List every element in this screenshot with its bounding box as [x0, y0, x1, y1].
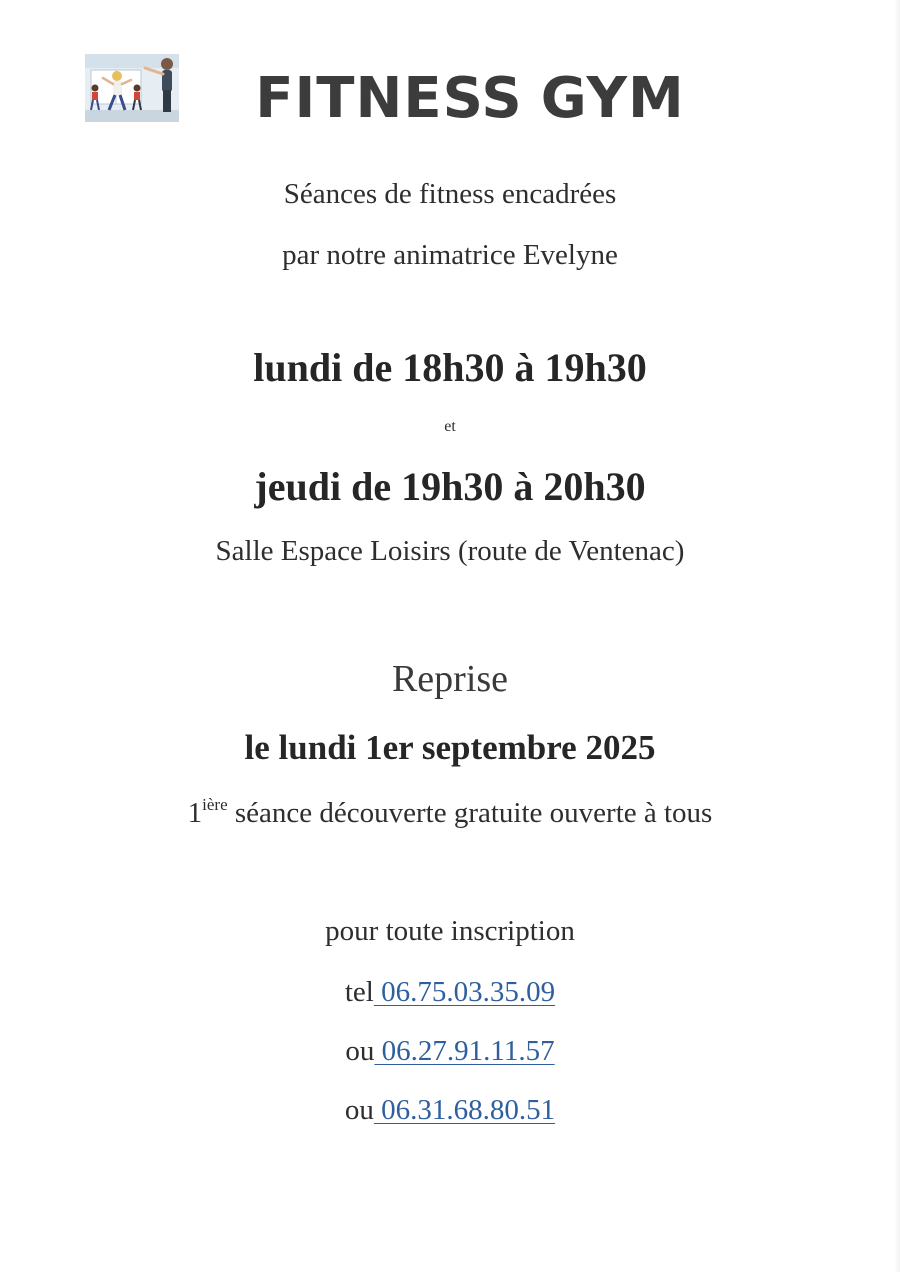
phone-prefix: tel [344, 976, 374, 1008]
title-word-gym: GYM [540, 66, 685, 131]
schedule-connector: et [444, 418, 456, 435]
phone-link-1[interactable]: 06.75.03.35.09 [373, 976, 556, 1008]
title-word-fitness: FITNESS [255, 66, 523, 131]
free-trial-line [0, 795, 900, 830]
phone-prefix: ou [344, 1094, 374, 1126]
schedule-thursday: jeudi de 19h30 à 20h30 [254, 464, 646, 509]
phone-line-3 [0, 1094, 900, 1127]
schedule-monday: lundi de 18h30 à 19h30 [253, 345, 647, 390]
schedule-location: Salle Espace Loisirs (route de Ventenac) [215, 535, 685, 567]
phone-link-3[interactable]: 06.31.68.80.51 [373, 1094, 556, 1126]
page-title [0, 64, 900, 134]
restart-label: Reprise [391, 658, 509, 700]
restart-date: le lundi 1er septembre 2025 [244, 728, 656, 767]
trial-text: séance découverte gratuite ouverte à tous [227, 797, 713, 829]
phone-link-2[interactable]: 06.27.91.11.57 [374, 1035, 555, 1067]
trial-number: 1 [187, 797, 203, 829]
registration-intro: pour toute inscription [325, 915, 575, 947]
intro-line-2: par notre animatrice Evelyne [282, 239, 618, 271]
trial-superscript: ière [202, 795, 228, 814]
intro-line-1: Séances de fitness encadrées [283, 178, 617, 210]
phone-line-1 [0, 976, 900, 1009]
phone-line-2 [0, 1035, 900, 1068]
phone-prefix: ou [345, 1035, 375, 1067]
